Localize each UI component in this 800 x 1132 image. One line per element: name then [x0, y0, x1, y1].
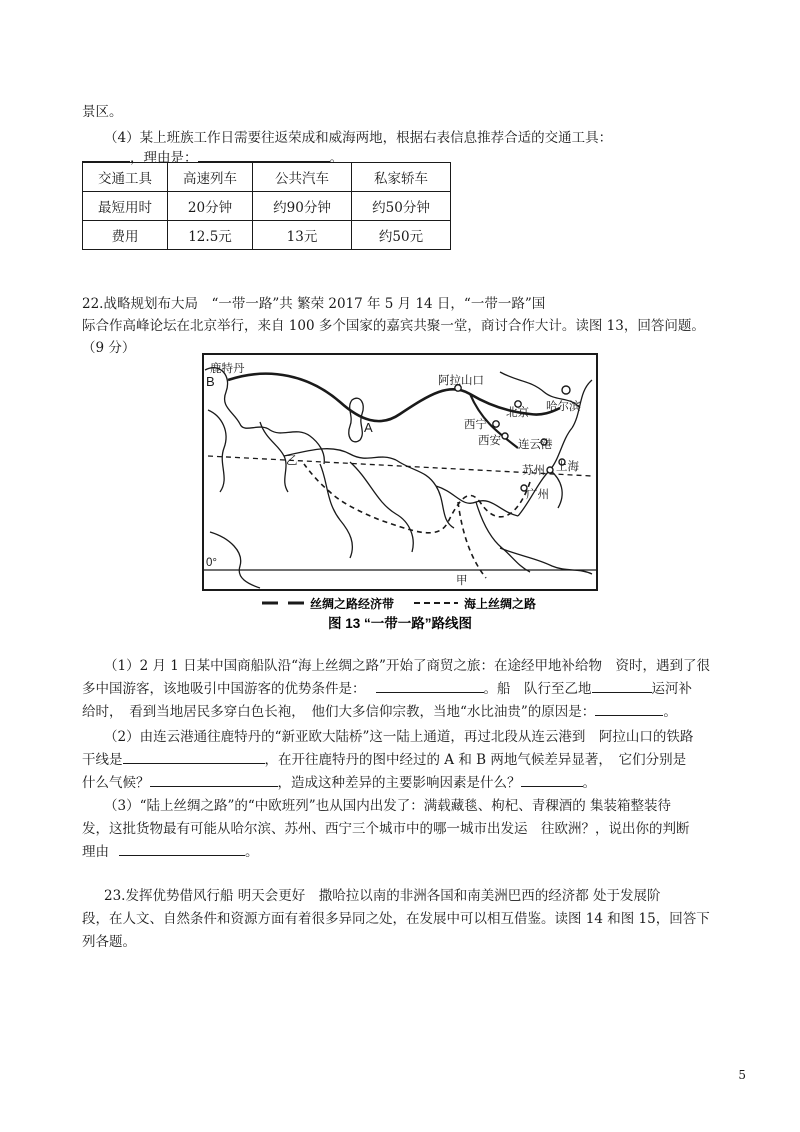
answer-blank[interactable] — [150, 772, 278, 787]
text-fragment: ，在开往鹿特丹的图中经过的 A 和 B 两地气候差异显著， 它们分别是 — [264, 752, 687, 768]
table-row — [83, 192, 451, 221]
answer-blank[interactable] — [592, 678, 652, 693]
label-rotterdam: 鹿特丹 — [210, 363, 245, 375]
answer-line — [82, 748, 686, 768]
map-caption: 图 13 “一带一路”路线图 — [327, 616, 473, 631]
answer-line — [82, 840, 259, 860]
answer-blank[interactable] — [119, 841, 245, 856]
label-equator: 0° — [206, 557, 217, 569]
text-fragment: 干线是 — [82, 752, 123, 768]
question-22-3: （3）“陆上丝绸之路”的“中欧班列”也从国内出发了：满载藏毯、枸杞、青稞酒的 集装箱整装待 — [104, 798, 671, 814]
question-22-2: （2）由连云港通往鹿特丹的“新亚欧大陆桥”这一陆上通道，再过北段从连云港到 阿拉山口的铁路 — [104, 729, 694, 745]
label-harbin: 哈尔滨 — [546, 401, 581, 413]
table-cell: 交通工具 — [83, 163, 168, 192]
text-fragment: 。 — [329, 150, 343, 166]
table-row — [83, 221, 451, 250]
question-22-1: （1）2 月 1 日某中国商船队沿“海上丝绸之路”开始了商贸之旅：在途经甲地补给物 资时，遇到了很 — [104, 658, 710, 674]
label-beijing: 北京 — [506, 407, 529, 419]
table-cell: 12.5元 — [168, 221, 253, 250]
table-cell: 13元 — [253, 221, 352, 250]
text-fragment: 运河补 — [651, 681, 692, 697]
table-cell: 高速列车 — [168, 163, 253, 192]
label-guangzhou: 广州 — [526, 489, 549, 501]
text-fragment: ，理由是： — [130, 150, 198, 166]
table-cell: 私家轿车 — [352, 163, 451, 192]
text-line: 景区。 — [82, 104, 123, 120]
answer-line — [82, 700, 677, 720]
map-legend — [262, 596, 536, 611]
answer-blank[interactable] — [82, 147, 130, 162]
label-a: A — [364, 420, 373, 435]
text-fragment: 。 — [582, 775, 596, 791]
text-fragment: 给时， 看到当地居民多穿白色长袍， 他们大多信仰宗教，当地“水比油贵”的原因是： — [82, 704, 596, 720]
table-cell: 费用 — [83, 221, 168, 250]
answer-blank[interactable] — [521, 772, 583, 787]
question-21-4: （4）某上班族工作日需要往返荣成和威海两地，根据右表信息推荐合适的交通工具： — [104, 130, 613, 146]
table-cell: 约90分钟 — [253, 192, 352, 221]
belt-and-road-map — [200, 352, 600, 632]
answer-blank[interactable] — [595, 701, 663, 716]
text-fragment: 。船 队行至乙地 — [483, 681, 592, 697]
table-cell: 约50元 — [352, 221, 451, 250]
text-fragment: 。 — [663, 704, 677, 720]
label-jia: 甲 — [456, 575, 468, 587]
table-cell: 20分钟 — [168, 192, 253, 221]
table-cell: 约50分钟 — [352, 192, 451, 221]
page-number: 5 — [738, 1068, 746, 1082]
text-line: 发，这批货物最有可能从哈尔滨、苏州、西宁三个城市中的哪一城市出发运 往欧洲？，说出你的判断 — [82, 821, 690, 837]
label-yi: 乙 — [286, 455, 298, 467]
text-fragment: 什么气候？ — [82, 775, 150, 791]
text-line: 段，在人文、自然条件和资源方面有着很多异同之处，在发展中可以相互借鉴。读图 14 和图 15，回答下 — [82, 911, 710, 927]
question-22-title: 22.战略规划布大局 “一带一路”共 繁荣 2017 年 5 月 14 日，“一带一路”国 — [82, 296, 546, 312]
score-note: （9 分） — [82, 340, 136, 356]
text-line: 际合作高峰论坛在北京举行，来自 100 多个国家的嘉宾共聚一堂，商讨合作大计。读图 13，回答问题。 — [82, 318, 705, 334]
answer-blank[interactable] — [198, 147, 330, 162]
label-alashankou: 阿拉山口 — [438, 375, 484, 387]
label-suzhou: 苏州 — [522, 465, 545, 477]
transport-table — [82, 162, 451, 250]
legend-sea: 海上丝绸之路 — [464, 597, 537, 611]
text-line: 列各题。 — [82, 934, 136, 950]
legend-land: 丝绸之路经济带 — [310, 597, 395, 611]
text-fragment: ，造成这种差异的主要影响因素是什么？ — [277, 775, 521, 791]
answer-blank[interactable] — [376, 678, 484, 693]
label-xining: 西宁 — [464, 419, 487, 431]
question-23-title: 23.发挥优势借风行船 明天会更好 撒哈拉以南的非洲各国和南美洲巴西的经济都 处于发展阶 — [104, 888, 661, 904]
text-fragment: 。 — [245, 844, 259, 860]
label-lianyungang: 连云港 — [518, 439, 553, 451]
table-cell: 最短用时 — [83, 192, 168, 221]
label-shanghai: 上海 — [556, 461, 579, 473]
answer-line — [82, 771, 596, 791]
text-fragment: 理由 — [82, 844, 109, 860]
label-b: B — [206, 374, 215, 389]
label-xian: 西安 — [478, 435, 501, 447]
answer-line — [82, 677, 692, 697]
table-row — [83, 163, 451, 192]
answer-blank[interactable] — [123, 749, 265, 764]
table-cell: 公共汽车 — [253, 163, 352, 192]
text-fragment: 多中国游客，该地吸引中国游客的优势条件是： — [82, 681, 366, 697]
